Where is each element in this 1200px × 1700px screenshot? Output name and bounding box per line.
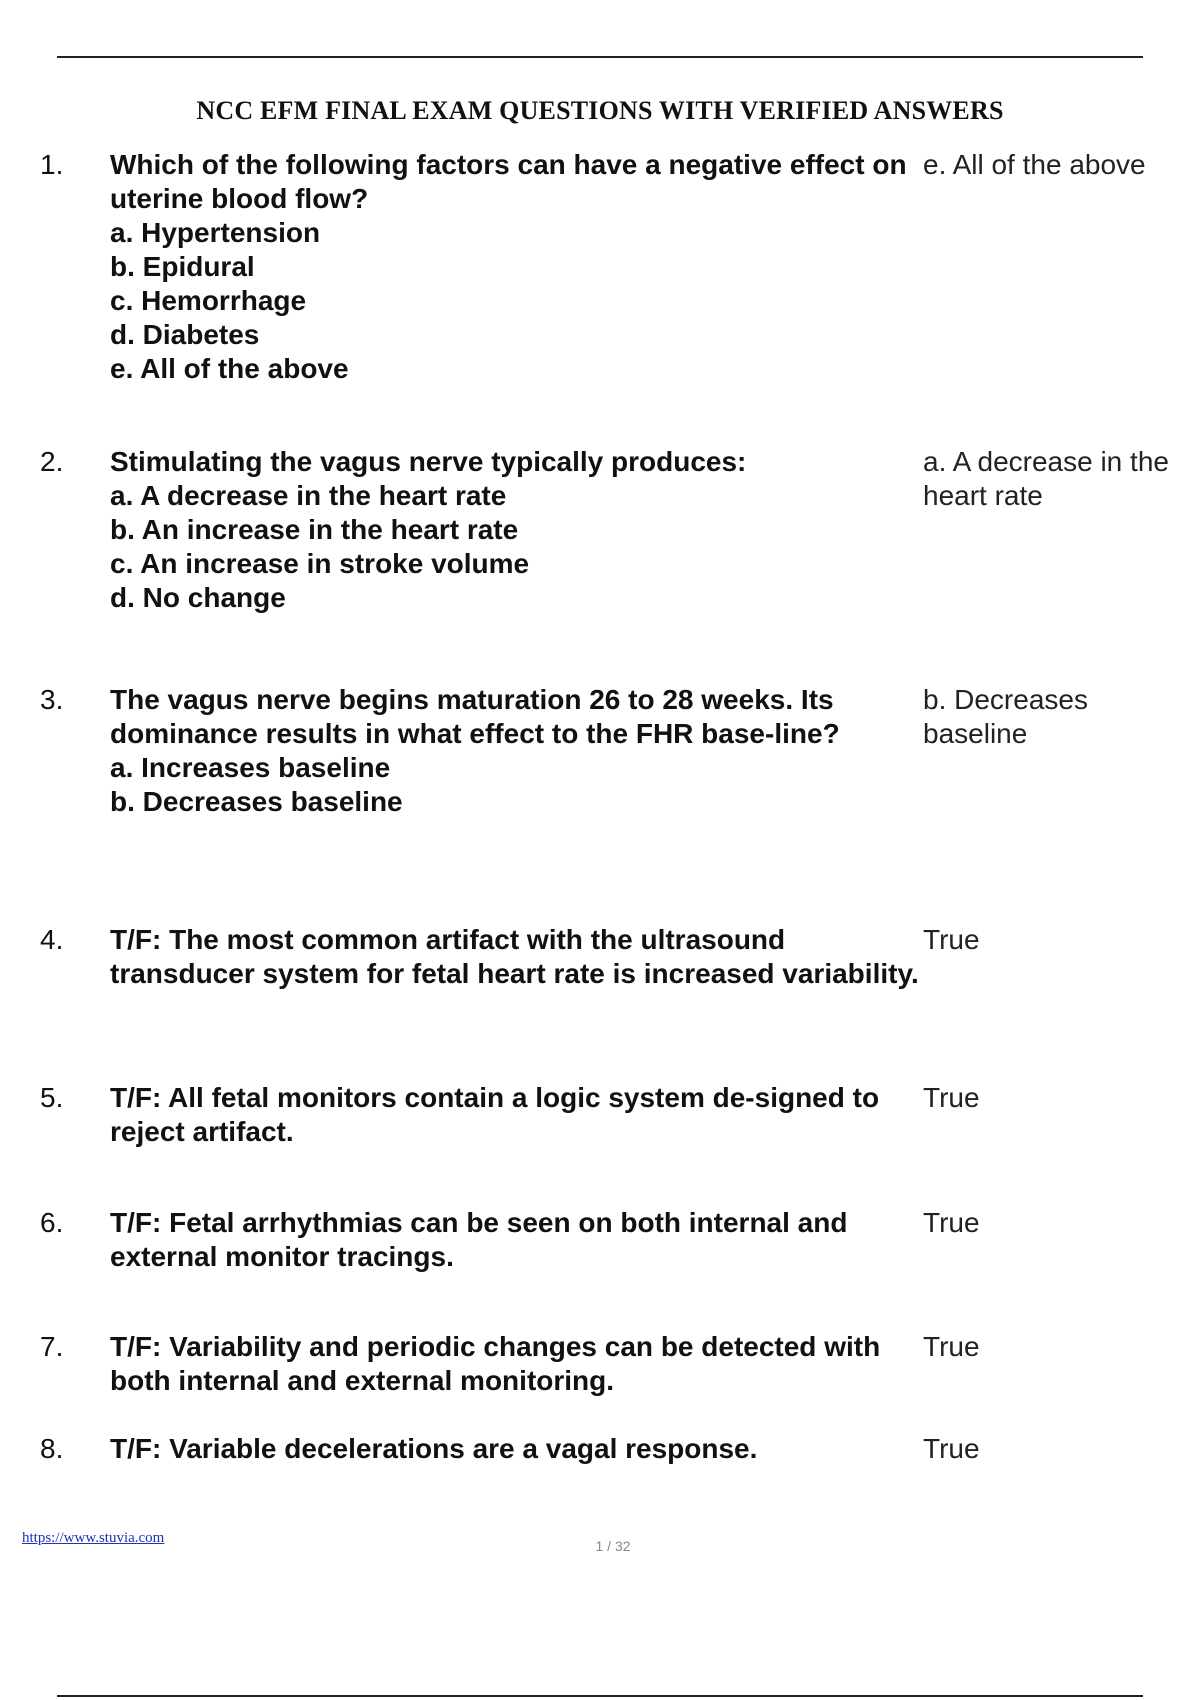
question-text: T/F: Variability and periodic changes can be detected with both internal and external monitoring. xyxy=(110,1331,881,1396)
question-body xyxy=(110,683,922,819)
option: e. All of the above xyxy=(110,353,349,384)
question-body xyxy=(110,1432,922,1466)
question-body xyxy=(110,1081,922,1149)
answer: True xyxy=(923,1331,980,1362)
option: d. No change xyxy=(110,582,286,613)
question-number: 1. xyxy=(40,149,64,180)
answer: b. Decreases baseline xyxy=(923,684,1088,749)
option: c. An increase in stroke volume xyxy=(110,548,530,579)
question-text: T/F: The most common artifact with the ultrasound transducer system for fetal heart rate is increased variability. xyxy=(110,924,919,989)
page-number: 1 / 32 xyxy=(595,1538,631,1554)
bottom-rule xyxy=(57,1695,1143,1697)
question-text: The vagus nerve begins maturation 26 to 28 weeks. Its dominance results in what effect to the FHR base-line? xyxy=(110,684,840,749)
question-body xyxy=(110,148,922,386)
question-text: T/F: Variable decelerations are a vagal response. xyxy=(110,1433,758,1464)
question-body xyxy=(110,1330,922,1398)
answer: True xyxy=(923,924,980,955)
answer: e. All of the above xyxy=(923,149,1146,180)
question-text: Stimulating the vagus nerve typically produces: xyxy=(110,446,747,477)
option: d. Diabetes xyxy=(110,319,260,350)
answer: True xyxy=(923,1082,980,1113)
question-body xyxy=(110,923,922,991)
question-number: 3. xyxy=(40,684,64,715)
option: c. Hemorrhage xyxy=(110,285,307,316)
question-number: 8. xyxy=(40,1433,64,1464)
option: a. A decrease in the heart rate xyxy=(110,480,507,511)
option: b. An increase in the heart rate xyxy=(110,514,519,545)
question-body xyxy=(110,1206,922,1274)
option: a. Increases baseline xyxy=(110,752,391,783)
question-body xyxy=(110,445,922,615)
document-title: NCC EFM FINAL EXAM QUESTIONS WITH VERIFIED ANSWERS xyxy=(196,96,1004,125)
option: b. Epidural xyxy=(110,251,255,282)
answer: True xyxy=(923,1207,980,1238)
question-number: 5. xyxy=(40,1082,64,1113)
question-text: T/F: All fetal monitors contain a logic system de-signed to reject artifact. xyxy=(110,1082,880,1147)
answer: a. A decrease in the heart rate xyxy=(923,446,1169,511)
question-number: 4. xyxy=(40,924,64,955)
question-number: 6. xyxy=(40,1207,64,1238)
answer: True xyxy=(923,1433,980,1464)
top-rule xyxy=(57,56,1143,58)
question-text: T/F: Fetal arrhythmias can be seen on both internal and external monitor tracings. xyxy=(110,1207,848,1272)
source-link[interactable]: https://www.stuvia.com xyxy=(22,1530,165,1546)
option: b. Decreases baseline xyxy=(110,786,403,817)
option: a. Hypertension xyxy=(110,217,321,248)
question-number: 7. xyxy=(40,1331,64,1362)
question-text: Which of the following factors can have a negative effect on uterine blood flow? xyxy=(110,149,907,214)
question-number: 2. xyxy=(40,446,64,477)
